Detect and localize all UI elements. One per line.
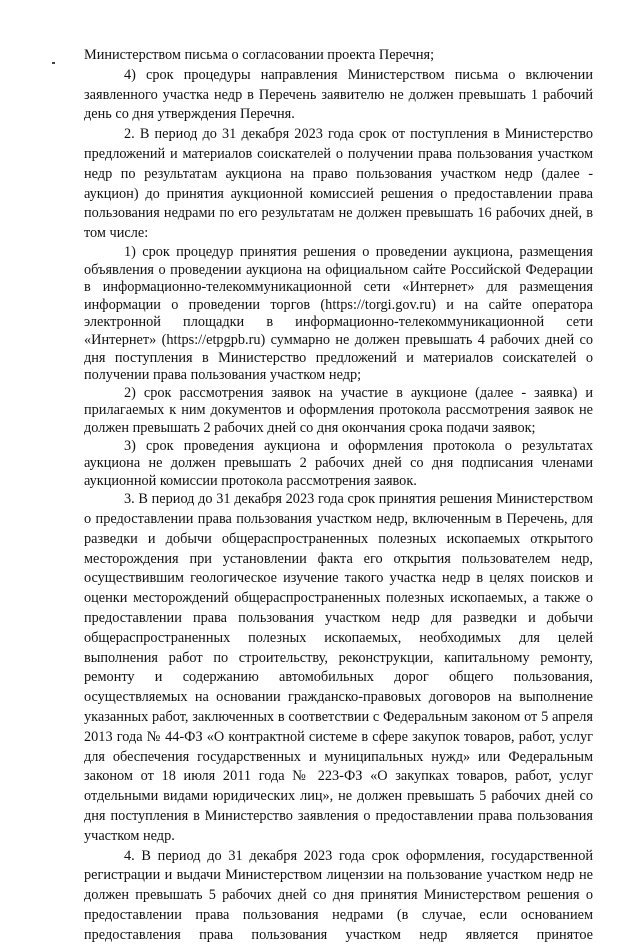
paragraph-subitem-1: 1) срок процедур принятия решения о проведении аукциона, размещения объявления о проведении аукциона на официальном сайте Российской Федерации в информационно-телекоммуникационной сети «Интернет» для размещения информации о проведении торгов (https://torgi.gov.ru) и на сайте оператора электронной площадки в информационно-телекоммуникационной сети «Интернет» (https://etpgpb.ru) суммарно не должен превышать 4 рабочих дней со дня поступления в Министерство предложений и материалов соискателей о получении права пользования участком недр;: [84, 243, 593, 384]
paragraph-section-3: 3. В период до 31 декабря 2023 года срок принятия решения Министерством о предоставлении права пользования участком недр, включенным в Перечень, для разведки и добычи общераспространенных полезных ископаемых открытого месторождения при установлении факта его открытия пользователем недр, осуществившим геологическое изучение такого участка недр в целях поисков и оценки месторождений общераспространенных полезных ископаемых, а также о предоставлении права пользования участком недр для разведки и добычи общераспространенных полезных ископаемых, необходимых для целей выполнения работ по строительству, реконструкции, капитальному ремонту, ремонту и содержанию автомобильных дорог общего пользования, осуществляемых на основании гражданско-правовых договоров на выполнение указанных работ, заключенных в соответствии с Федеральным законом от 5 апреля 2013 года № 44-ФЗ «О контрактной системе в сфере закупок товаров, работ, услуг для обеспечения государственных и муниципальных нужд» или Федеральным законом от 18 июля 2011 года № 223-ФЗ «О закупках товаров, работ, услуг отдельными видами юридических лиц», не должен превышать 5 рабочих дней со дня поступления в Министерство заявления о предоставлении права пользования участком недр.: [84, 491, 593, 844]
paragraph-section-4: 4. В период до 31 декабря 2023 года срок оформления, государственной регистрации и выдачи Министерством лицензии на пользование участком недр не должен превышать 5 рабочих дней со дня принятия Министерством решения о предоставлении права пользования недрами (в случае, если основанием предоставления права пользования участком недр является принятое: [84, 847, 593, 943]
paragraph-subitem-3: 3) срок проведения аукциона и оформления протокола о результатах аукциона не должен превышать 2 рабочих дней со дня подписания членами аукционной комиссии протокола рассмотрения заявок.: [84, 437, 593, 489]
document-body: [84, 46, 593, 946]
paragraph-continuation: Министерством письма о согласовании проекта Перечня;: [84, 47, 435, 63]
scan-mark: [52, 62, 55, 64]
paragraph-subitem-2: 2) срок рассмотрения заявок на участие в аукционе (далее - заявка) и прилагаемых к ним документов и оформления протокола рассмотрения заявок не должен превышать 2 рабочих дней со дня окончания срока подачи заявок;: [84, 384, 593, 436]
paragraph-item-4: 4) срок процедуры направления Министерством письма о включении заявленного участка недр в Перечень заявителю не должен превышать 1 рабочий день со дня утверждения Перечня.: [84, 66, 593, 123]
paragraph-section-2: 2. В период до 31 декабря 2023 года срок от поступления в Министерство предложений и материалов соискателей о получении права пользования участком недр по результатам аукциона на право пользования участком недр (далее - аукцион) до принятия аукционной комиссией решения о предоставлении права пользования недрами по его результатам не должен превышать 16 рабочих дней, в том числе:: [84, 126, 593, 242]
